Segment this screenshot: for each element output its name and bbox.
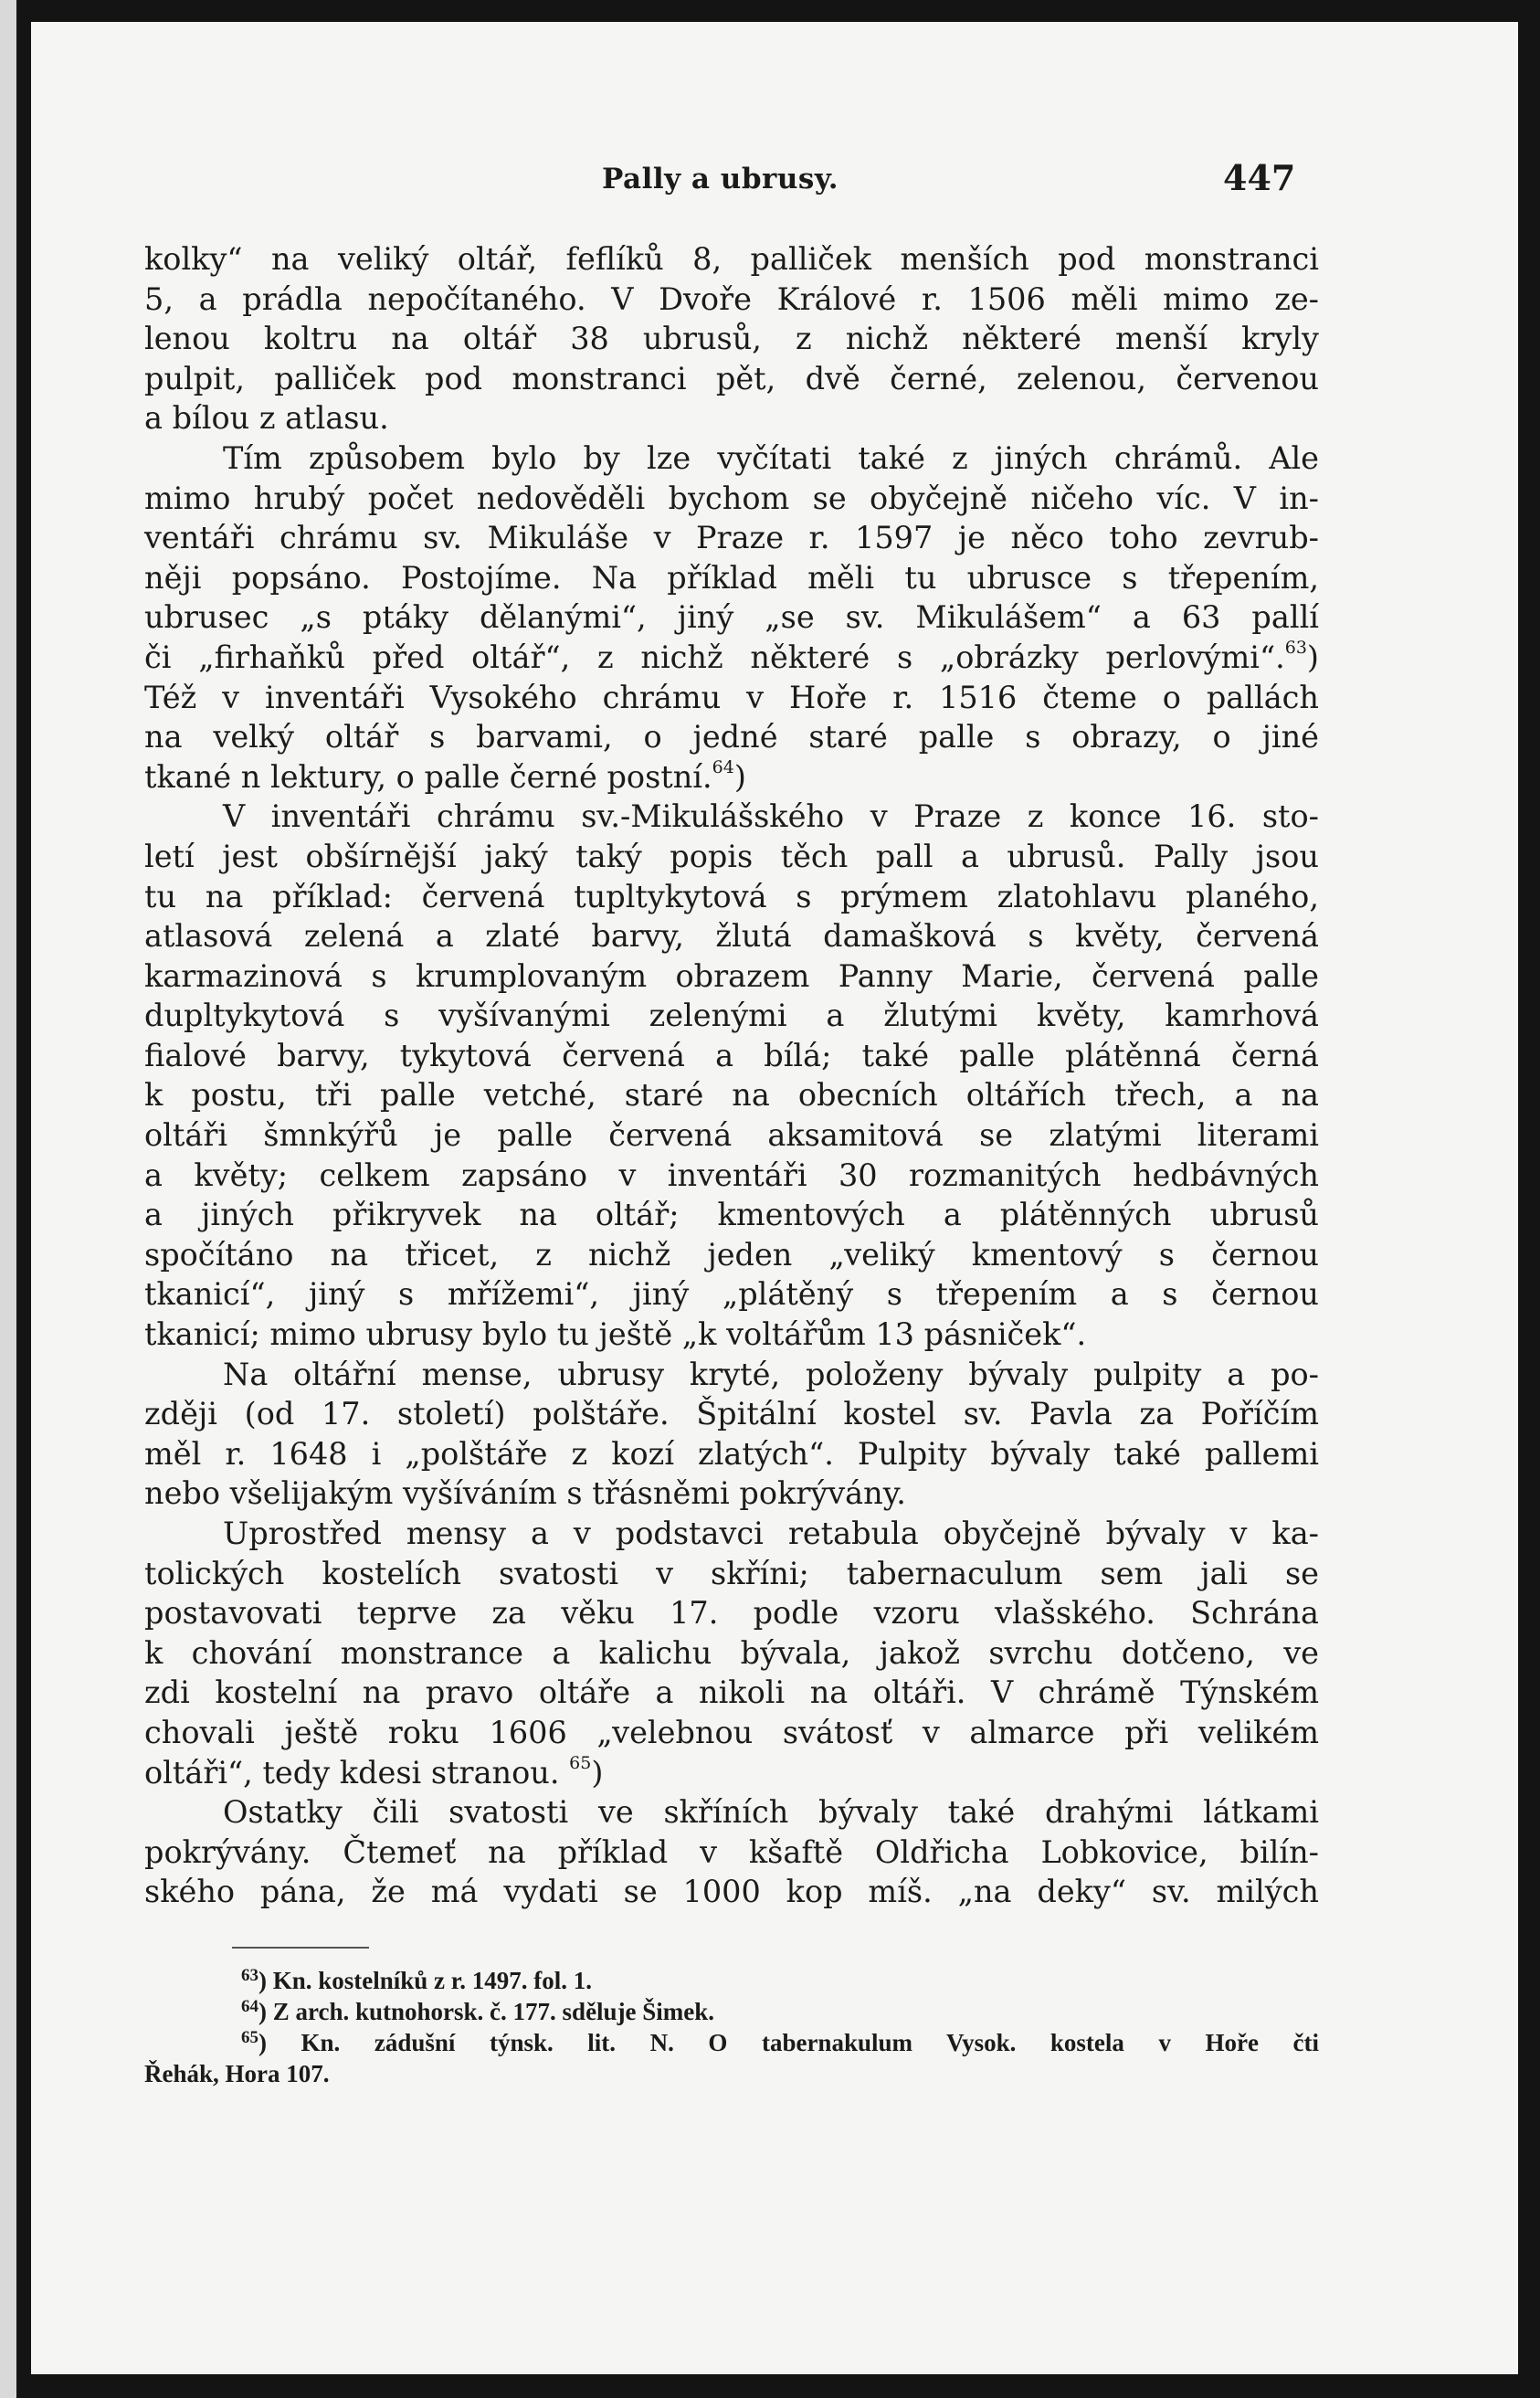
text-line: tu na příklad: červená tupltykytová s prýmem zlatohlavu planého, [144, 878, 1319, 914]
footnote-mark: 64 [241, 1997, 258, 2016]
text-line: tkanicí; mimo ubrusy bylo tu ještě „k voltářům 13 pásniček“. [144, 1316, 1087, 1353]
footnote-continuation: Řehák, Hora 107. [144, 2060, 330, 2087]
page-number: 447 [1223, 157, 1296, 198]
footnote-65 [144, 2027, 1319, 2058]
text-line: a jiných přikryvek na oltář; kmentových a plátěnných ubrusů [144, 1197, 1319, 1233]
footnote-ref-64: 64 [712, 756, 734, 777]
text-line [144, 1753, 1319, 1793]
text-line-content: či „firhaňků před oltář“, z nichž některé s „obrázky perlovými“. [144, 639, 1285, 675]
text-line: Na oltářní mense, ubrusy kryté, položeny bývaly pulpity a po- [223, 1356, 1319, 1392]
footnote-ref-paren: ) [591, 1754, 604, 1791]
text-line: tolických kostelích svatosti v skříni; tabernaculum sem jali se [144, 1555, 1319, 1591]
text-line: lenou koltru na oltář 38 ubrusů, z nichž některé menší kryly [144, 321, 1319, 357]
footnote-text: ) Kn. zádušní týnsk. lit. N. O tabernakulum Vysok. kostela v Hoře čti [258, 2029, 1319, 2056]
text-line: a bílou z atlasu. [144, 400, 389, 437]
running-header [31, 157, 1518, 212]
footnote-text: ) Z arch. kutnohorsk. č. 177. sděluje Šimek. [258, 1998, 715, 2025]
footnote-mark: 63 [241, 1966, 258, 1985]
text-line: Tím způsobem bylo by lze vyčítati také z jiných chrámů. Ale [223, 439, 1319, 476]
text-line: 5, a prádla nepočítaného. V Dvoře Králové r. 1506 měli mimo ze- [144, 280, 1319, 317]
text-line: spočítáno na třicet, z nichž jeden „veliký kmentový s černou [144, 1236, 1319, 1273]
footnote-64 [144, 1996, 1319, 2027]
text-line: fialové barvy, tykytová červená a bílá; také palle plátěnná černá [144, 1037, 1319, 1073]
text-line: zdi kostelní na pravo oltáře a nikoli na oltáři. V chrámě Týnském [144, 1674, 1319, 1711]
body-text [144, 239, 1319, 1912]
text-line: Též v inventáři Vysokého chrámu v Hoře r. 1516 čteme o pallách [144, 679, 1319, 715]
running-title: Pally a ubrusy. [602, 163, 839, 195]
text-line: k chování monstrance a kalichu bývala, jakož svrchu dotčeno, ve [144, 1634, 1319, 1671]
scan-edge [0, 0, 16, 2398]
text-line: něji popsáno. Postojíme. Na příklad měli tu ubrusce s třepením, [144, 559, 1319, 596]
text-line: nebo všelijakým vyšíváním s třásněmi pokrývány. [144, 1475, 906, 1512]
text-line: tkanicí“, jiný s mřížemi“, jiný „plátěný s třepením a s černou [144, 1276, 1319, 1313]
text-line: zději (od 17. století) polštáře. Špitální kostel sv. Pavla za Poříčím [144, 1396, 1319, 1432]
text-line: pokrývány. Čtemeť na příklad v kšaftě Oldřicha Lobkovice, bilín- [144, 1833, 1319, 1870]
footnote-mark: 65 [241, 2028, 258, 2047]
text-line: mimo hrubý počet nedověděli bychom se obyčejně ničeho víc. V in- [144, 480, 1319, 516]
text-line: chovali ještě roku 1606 „velebnou svátosť v almarce při velikém [144, 1714, 1319, 1750]
text-line: ventáři chrámu sv. Mikuláše v Praze r. 1597 je něco toho zevrub- [144, 520, 1319, 556]
text-line: pulpit, palliček pod monstranci pět, dvě černé, zelenou, červenou [144, 360, 1319, 396]
text-line: dupltykytová s vyšívanými zelenými a žlutými květy, kamrhová [144, 998, 1319, 1034]
text-line: Ostatky čili svatosti ve skříních bývaly také drahými látkami [223, 1794, 1319, 1831]
text-line: oltáři šmnkýřů je palle červená aksamitová se zlatými literami [144, 1117, 1319, 1154]
text-line: Uprostřed mensy a v podstavci retabula obyčejně bývaly v ka- [223, 1516, 1319, 1551]
text-line: karmazinová s krumplovaným obrazem Panny Marie, červená palle [144, 957, 1319, 994]
text-line [144, 638, 1319, 678]
text-line: a květy; celkem zapsáno v inventáři 30 rozmanitých hedbávných [144, 1157, 1319, 1193]
text-line: kolky“ na veliký oltář, feflíků 8, palliček menších pod monstranci [144, 241, 1319, 277]
footnote-ref-paren: ) [733, 758, 746, 795]
text-line: na velký oltář s barvami, o jedné staré palle s obrazy, o jiné [144, 719, 1319, 755]
text-line: měl r. 1648 i „polštáře z kozí zlatých“. Pulpity bývaly také pallemi [144, 1435, 1319, 1472]
footnote-ref-65: 65 [569, 1752, 592, 1773]
footnote-63 [144, 1965, 1319, 1996]
footnote-text: ) Kn. kostelníků z r. 1497. fol. 1. [258, 1967, 593, 1994]
text-line-content: oltáři“, tedy kdesi stranou. [144, 1754, 560, 1791]
text-line: k postu, tři palle vetché, staré na obecních oltářích třech, a na [144, 1077, 1319, 1114]
text-line-content: tkané n lektury, o palle černé postní. [144, 758, 712, 795]
footnote-separator [232, 1947, 369, 1949]
book-page [31, 22, 1518, 2374]
text-line [144, 757, 1319, 798]
footnote-ref-63: 63 [1284, 637, 1307, 658]
text-line: V inventáři chrámu sv.-Mikulášského v Praze z konce 16. sto- [223, 798, 1319, 835]
text-line: postavovati teprve za věku 17. podle vzoru vlašského. Schrána [144, 1595, 1319, 1632]
text-line: letí jest obšírnější jaký taký popis těch pall a ubrusů. Pally jsou [144, 838, 1319, 874]
footnote-ref-paren: ) [1306, 639, 1319, 675]
text-line: ubrusec „s ptáky dělanými“, jiný „se sv. Mikulášem“ a 63 pallí [144, 599, 1319, 636]
text-line: ského pána, že má vydati se 1000 kop míš. „na deky“ sv. milých [144, 1874, 1319, 1910]
text-line: atlasová zelená a zlaté barvy, žlutá damašková s květy, červená [144, 918, 1319, 955]
footnotes [144, 1965, 1319, 2089]
